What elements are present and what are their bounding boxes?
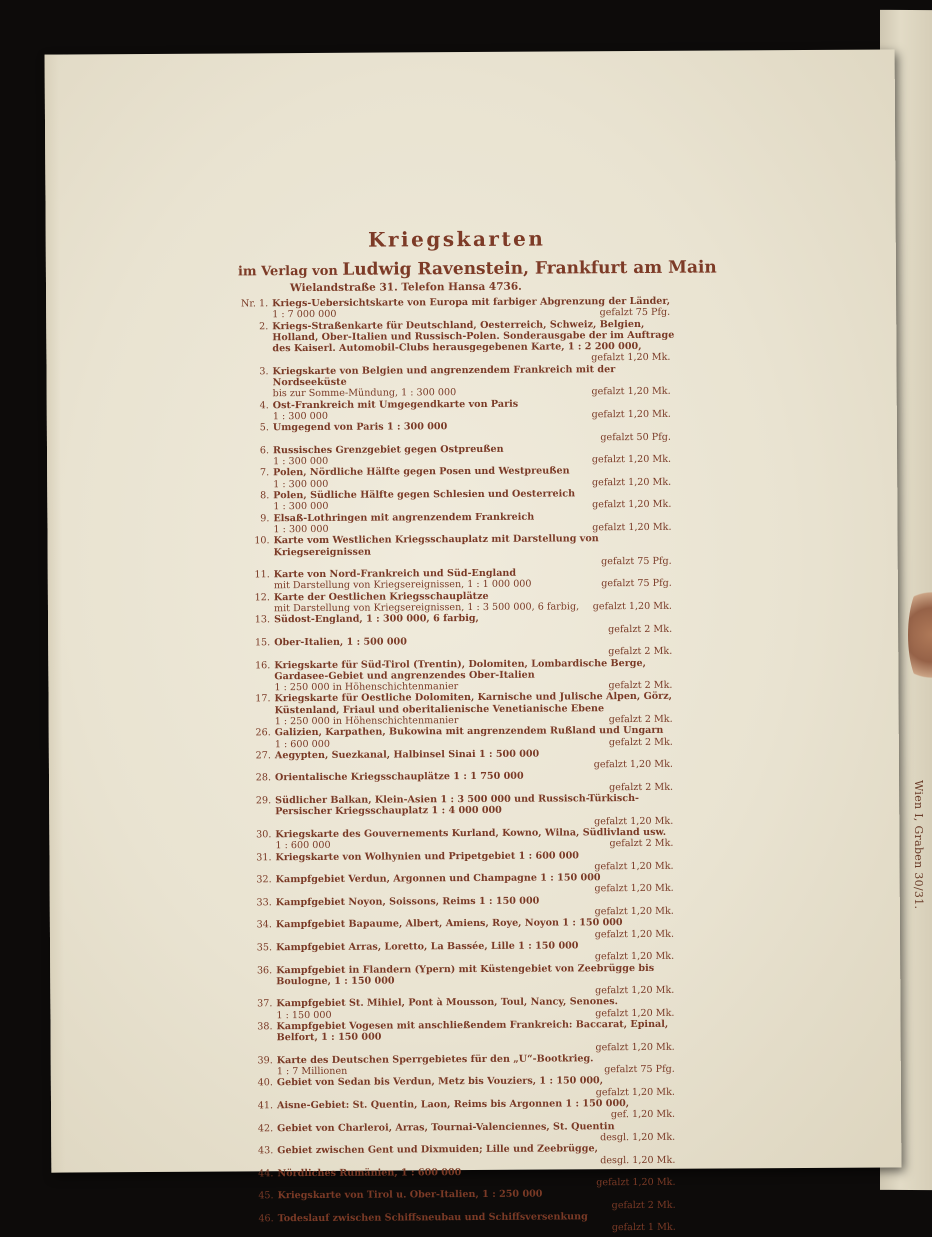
entry-number: 34. xyxy=(242,920,272,931)
entry-scale: mit Darstellung von Kriegsereignissen, 1 : 3 500 000, 6 farbig, xyxy=(274,601,579,614)
entry-number: 13. xyxy=(240,615,270,626)
entry-price: gefalzt 1,20 Mk. xyxy=(594,861,679,873)
entry-title: Kriegs-Uebersichtskarte von Europa mit farbiger Abgrenzung der Länder, xyxy=(272,296,676,310)
list-item xyxy=(239,443,677,468)
entry-scale: 1 : 300 000 xyxy=(273,479,328,491)
entry-number: 16. xyxy=(240,660,270,671)
list-item xyxy=(238,296,676,321)
list-item xyxy=(240,567,678,592)
entry-number: 32. xyxy=(242,874,272,885)
entry-price: gefalzt 1,20 Mk. xyxy=(593,601,678,613)
entry-number: 3. xyxy=(239,366,269,377)
entry-title: Galizien, Karpathen, Bukowina mit angrenzendem Rußland und Ungarn xyxy=(275,725,679,739)
entry-scale: mit Darstellung von Kriegsereignissen, 1 : 1 000 000 xyxy=(274,579,532,592)
list-item xyxy=(242,962,680,999)
entry-scale: 1 : 300 000 xyxy=(273,501,328,513)
entry-number: 43. xyxy=(243,1145,273,1156)
entry-title: Gebiet von Sedan bis Verdun, Metz bis Vouziers, 1 : 150 000, xyxy=(277,1075,681,1089)
entry-title: Karte von Nord-Frankreich und Süd-England xyxy=(274,567,678,581)
list-item xyxy=(238,318,676,366)
entry-title: Umgegend von Paris 1 : 300 000 xyxy=(273,420,677,434)
entry-title: Polen, Südliche Hälfte gegen Schlesien und Oesterreich xyxy=(273,488,677,502)
entry-price: gef. 1,20 Mk. xyxy=(611,1109,681,1121)
list-item xyxy=(242,996,680,1021)
entry-price: gefalzt 1,20 Mk. xyxy=(595,951,680,963)
list-item xyxy=(241,725,679,750)
entry-price: gefalzt 2 Mk. xyxy=(608,680,678,692)
entry-number: 41. xyxy=(243,1100,273,1111)
entry-price: desgl. 1,20 Mk. xyxy=(600,1154,681,1166)
entry-price: gefalzt 1,20 Mk. xyxy=(592,454,677,466)
entry-price: gefalzt 1,20 Mk. xyxy=(592,522,677,534)
entry-price: gefalzt 50 Pfg. xyxy=(600,431,677,443)
entry-price: gefalzt 1,20 Mk. xyxy=(594,759,679,771)
entry-number: 29. xyxy=(241,795,271,806)
entry-number: 40. xyxy=(243,1078,273,1089)
entry-title: Russisches Grenzgebiet gegen Ostpreußen xyxy=(273,443,677,457)
entry-price: gefalzt 75 Pfg. xyxy=(600,307,677,319)
entry-number: 44. xyxy=(243,1168,273,1179)
entry-title: Kriegskarte von Tirol u. Ober-Italien, 1 : 250 000 xyxy=(278,1188,682,1202)
list-item xyxy=(239,510,677,535)
list-item xyxy=(243,1098,681,1123)
entry-price: gefalzt 1,20 Mk. xyxy=(592,477,677,489)
entry-title: Kampfgebiet in Flandern (Ypern) mit Küstengebiet von Zeebrügge bis Boulogne, 1 : 150 000 xyxy=(276,962,680,987)
list-item xyxy=(244,1188,682,1213)
entry-price: gefalzt 1,20 Mk. xyxy=(595,985,680,997)
entry-number: 4. xyxy=(239,400,269,411)
entry-title: Polen, Nördliche Hälfte gegen Posen und Westpreußen xyxy=(273,465,677,479)
entry-price: gefalzt 1,20 Mk. xyxy=(595,906,680,918)
catalog-content xyxy=(238,226,682,1236)
list-item xyxy=(241,691,679,728)
entry-number: 33. xyxy=(242,897,272,908)
entry-price: gefalzt 2 Mk. xyxy=(609,838,679,850)
entry-price: gefalzt 75 Pfg. xyxy=(604,1064,681,1076)
entry-price: gefalzt 1,20 Mk. xyxy=(591,352,676,364)
entry-scale: 1 : 250 000 in Höhenschichtenmanier xyxy=(275,715,459,727)
entry-scale: 1 : 300 000 xyxy=(273,411,328,423)
publisher-prefix: im Verlag von xyxy=(238,264,338,280)
entry-number: 11. xyxy=(240,569,270,580)
entry-price: gefalzt 75 Pfg. xyxy=(601,578,678,590)
map-list xyxy=(238,296,682,1236)
entry-title: Karte vom Westlichen Kriegsschauplatz mit Darstellung von Kriegsereignissen xyxy=(274,533,678,558)
entry-title: Kriegskarte für Oestliche Dolomiten, Karnische und Julische Alpen, Görz, Küstenland, Friaul und oberitalienische Venetianische Ebene xyxy=(275,691,679,716)
entry-scale: 1 : 300 000 xyxy=(273,524,328,536)
entry-scale: 1 : 250 000 in Höhenschichtenmanier xyxy=(274,681,458,693)
entry-number: 42. xyxy=(243,1123,273,1134)
entry-price: gefalzt 1,20 Mk. xyxy=(592,499,677,511)
entry-title: Kampfgebiet Bapaume, Albert, Amiens, Roye, Noyon 1 : 150 000 xyxy=(276,917,680,931)
list-item xyxy=(243,1053,681,1078)
entry-number: 9. xyxy=(239,513,269,524)
entry-scale: 1 : 600 000 xyxy=(275,738,330,750)
publisher-name: Ludwig Ravenstein, Frankfurt am Main xyxy=(342,258,717,280)
entry-scale: bis zur Somme-Mündung, 1 : 300 000 xyxy=(273,387,457,399)
entry-number: 10. xyxy=(240,535,270,546)
entry-price: gefalzt 2 Mk. xyxy=(609,714,679,726)
entry-title: Kriegskarte für Süd-Tirol (Trentin), Dolomiten, Lombardische Berge, Gardasee-Gebiet und angrenzendes Ober-Italien xyxy=(274,657,678,682)
entry-title: Kriegskarte des Gouvernements Kurland, Kowno, Wilna, Südlivland usw. xyxy=(275,827,679,841)
list-item xyxy=(240,635,678,660)
list-item xyxy=(242,917,680,942)
entry-price: gefalzt 1 Mk. xyxy=(612,1222,682,1234)
entry-title: Orientalische Kriegsschauplätze 1 : 1 750 000 xyxy=(275,770,679,784)
list-item xyxy=(240,533,678,570)
entry-title: Elsaß-Lothringen mit angrenzendem Frankreich xyxy=(273,510,677,524)
entry-title: Gebiet zwischen Gent und Dixmuiden; Lille und Zeebrügge, xyxy=(277,1143,681,1157)
list-item xyxy=(241,770,679,795)
entry-title: Kampfgebiet St. Mihiel, Pont à Mousson, Toul, Nancy, Senones. xyxy=(276,996,680,1010)
entry-number: 12. xyxy=(240,592,270,603)
list-item xyxy=(239,488,677,513)
entry-title: Todeslauf zwischen Schiffsneubau und Schiffsversenkung xyxy=(278,1211,682,1225)
list-item xyxy=(241,793,679,830)
entry-title: Karte der Oestlichen Kriegsschauplätze xyxy=(274,589,678,603)
entry-price: gefalzt 1,20 Mk. xyxy=(596,1087,681,1099)
entry-number: 7. xyxy=(239,468,269,479)
entry-price: gefalzt 1,20 Mk. xyxy=(595,928,680,940)
entry-title: Ober-Italien, 1 : 500 000 xyxy=(274,635,678,649)
entry-number: 17. xyxy=(241,694,271,705)
entry-number: 2. xyxy=(238,321,268,332)
entry-number: 28. xyxy=(241,773,271,784)
list-item xyxy=(241,849,679,874)
list-item xyxy=(239,420,677,445)
publisher-address: Wielandstraße 31. Telefon Hansa 4736. xyxy=(290,280,676,294)
entry-price: desgl. 1,20 Mk. xyxy=(600,1132,681,1144)
entry-title: Aegypten, Suezkanal, Halbinsel Sinai 1 : 500 000 xyxy=(275,748,679,762)
list-item xyxy=(241,827,679,852)
entry-price: gefalzt 1,20 Mk. xyxy=(594,883,679,895)
entry-price: gefalzt 2 Mk. xyxy=(609,736,679,748)
list-item xyxy=(243,1166,681,1191)
entry-number: 36. xyxy=(242,965,272,976)
entry-scale: 1 : 150 000 xyxy=(276,1010,331,1022)
list-item xyxy=(243,1075,681,1100)
entry-title: Kampfgebiet Arras, Loretto, La Bassée, Lille 1 : 150 000 xyxy=(276,940,680,954)
entry-title: Gebiet von Charleroi, Arras, Tournai-Valenciennes, St. Quentin xyxy=(277,1120,681,1134)
entry-price: gefalzt 1,20 Mk. xyxy=(591,386,676,398)
entry-title: Aisne-Gebiet: St. Quentin, Laon, Reims bis Argonnen 1 : 150 000, xyxy=(277,1098,681,1112)
entry-number: Nr. 1. xyxy=(238,298,268,309)
entry-title: Kampfgebiet Noyon, Soissons, Reims 1 : 150 000 xyxy=(276,894,680,908)
entry-number: 27. xyxy=(241,750,271,761)
entry-title: Kriegs-Straßenkarte für Deutschland, Oesterreich, Schweiz, Belgien, Holland, Ober-Italien und Russisch-Polen. Sonderausgabe der im Auftrage des Kaiserl. Automobil-Clubs herausgegebenen Karte, 1 : 2 200 000, xyxy=(272,318,676,354)
entry-number: 26. xyxy=(241,728,271,739)
publisher-line xyxy=(238,258,676,281)
entry-price: gefalzt 1,20 Mk. xyxy=(596,1177,681,1189)
entry-price: gefalzt 75 Pfg. xyxy=(601,556,678,568)
list-item xyxy=(239,364,677,401)
entry-price: gefalzt 1,20 Mk. xyxy=(595,1007,680,1019)
entry-price: gefalzt 2 Mk. xyxy=(608,623,678,635)
entry-price: gefalzt 1,20 Mk. xyxy=(594,815,679,827)
list-item xyxy=(241,748,679,773)
entry-title: Kriegskarte von Wolhynien und Pripetgebiet 1 : 600 000 xyxy=(275,849,679,863)
list-item xyxy=(244,1211,682,1236)
list-item xyxy=(243,1019,681,1056)
entry-number: 45. xyxy=(244,1191,274,1202)
entry-price: gefalzt 2 Mk. xyxy=(608,646,678,658)
entry-price: gefalzt 2 Mk. xyxy=(609,782,679,794)
page-title: Kriegskarten xyxy=(238,226,676,253)
list-item xyxy=(242,872,680,897)
entry-scale: 1 : 600 000 xyxy=(275,840,330,852)
entry-price: gefalzt 1,20 Mk. xyxy=(592,409,677,421)
entry-scale: 1 : 7 Millionen xyxy=(277,1066,348,1078)
entry-detail-row xyxy=(278,1222,682,1236)
list-item xyxy=(240,589,678,614)
list-item xyxy=(243,1120,681,1145)
entry-title: Nördliches Rumänien, 1 : 600 000 xyxy=(277,1166,681,1180)
entry-number: 39. xyxy=(243,1055,273,1066)
list-item xyxy=(242,894,680,919)
entry-title: Karte des Deutschen Sperrgebietes für den „U“-Bootkrieg. xyxy=(277,1053,681,1067)
entry-number: 8. xyxy=(239,490,269,501)
entry-price: gefalzt 1,20 Mk. xyxy=(595,1041,680,1053)
entry-price: gefalzt 2 Mk. xyxy=(612,1199,682,1211)
entry-number: 37. xyxy=(242,999,272,1010)
entry-number: 35. xyxy=(242,942,272,953)
entry-number: 31. xyxy=(241,852,271,863)
entry-title: Kampfgebiet Vogesen mit anschließendem Frankreich: Baccarat, Epinal, Belfort, 1 : 150 000 xyxy=(277,1019,681,1044)
entry-title: Ost-Frankreich mit Umgegendkarte von Paris xyxy=(273,397,677,411)
list-item xyxy=(240,657,678,694)
entry-title: Südost-England, 1 : 300 000, 6 farbig, xyxy=(274,612,678,626)
entry-title: Kriegskarte von Belgien und angrenzendem Frankreich mit der Nordseeküste xyxy=(272,364,676,389)
entry-number: 6. xyxy=(239,445,269,456)
entry-scale: 1 : 7 000 000 xyxy=(272,309,336,321)
list-item xyxy=(243,1143,681,1168)
side-imprint: Wien I, Graben 30/31. xyxy=(912,780,925,909)
entry-number: 38. xyxy=(243,1021,273,1032)
entry-number: 46. xyxy=(244,1213,274,1224)
entry-number: 30. xyxy=(241,829,271,840)
document-page xyxy=(45,49,902,1172)
entry-title: Südlicher Balkan, Klein-Asien 1 : 3 500 000 und Russisch-Türkisch-Persischer Kriegsschauplatz 1 : 4 000 000 xyxy=(275,793,679,818)
list-item xyxy=(239,397,677,422)
entry-scale: 1 : 300 000 xyxy=(273,456,328,468)
entry-number: 15. xyxy=(240,637,270,648)
entry-number: 5. xyxy=(239,423,269,434)
list-item xyxy=(239,465,677,490)
list-item xyxy=(242,940,680,965)
entry-title: Kampfgebiet Verdun, Argonnen und Champagne 1 : 150 000 xyxy=(276,872,680,886)
list-item xyxy=(240,612,678,637)
